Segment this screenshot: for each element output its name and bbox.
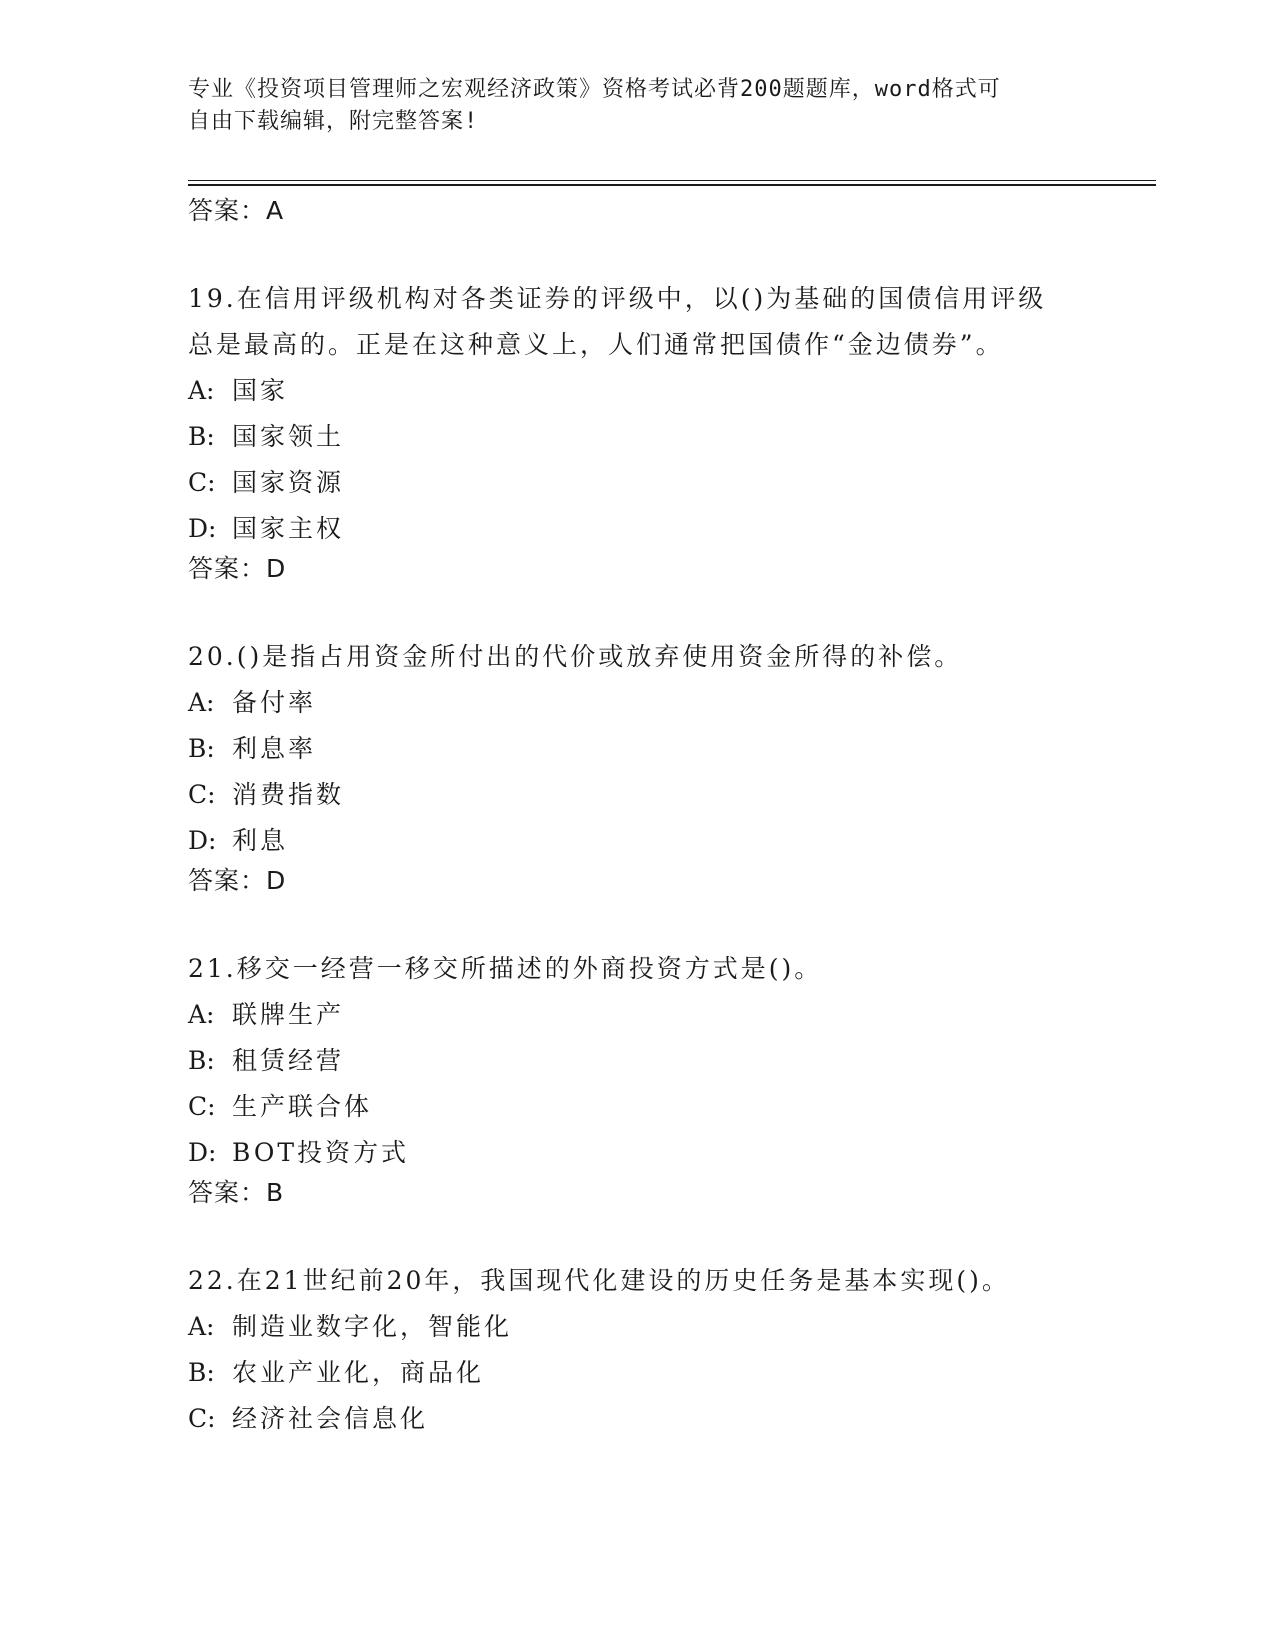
answer-line: 答案：D	[188, 866, 287, 895]
option-d	[188, 506, 1148, 552]
option-letter: B:	[188, 1358, 215, 1387]
option-text: 联牌生产	[232, 1000, 345, 1029]
option-letter: B:	[188, 1046, 215, 1075]
answer-line: 答案：D	[188, 554, 287, 583]
document-header	[188, 74, 1088, 138]
option-letter: D:	[188, 826, 217, 855]
option-a	[188, 992, 1148, 1038]
option-text: 租赁经营	[232, 1046, 345, 1075]
question-text	[188, 276, 1148, 368]
question-text	[188, 946, 1148, 992]
option-a	[188, 368, 1148, 414]
option-b	[188, 414, 1148, 460]
option-text: 利息率	[232, 734, 317, 763]
option-text: 备付率	[232, 688, 317, 717]
option-d	[188, 1130, 1148, 1176]
option-c	[188, 1084, 1148, 1130]
option-text: 农业产业化，商品化	[232, 1358, 485, 1387]
question-line: 总是最高的。正是在这种意义上，人们通常把国债作“金边债券”。	[188, 330, 1004, 359]
option-letter: C:	[188, 468, 216, 497]
header-divider-thin	[188, 180, 1156, 181]
option-d	[188, 818, 1148, 864]
option-letter: D:	[188, 1138, 217, 1167]
option-letter: A:	[188, 376, 215, 405]
question-text	[188, 634, 1148, 680]
option-text: 国家主权	[232, 514, 345, 543]
question-line: 20.()是指占用资金所付出的代价或放弃使用资金所得的补偿。	[188, 642, 963, 671]
option-c	[188, 1396, 1148, 1442]
option-letter: D:	[188, 514, 217, 543]
option-letter: C:	[188, 1404, 216, 1433]
question-line: 19.在信用评级机构对各类证券的评级中，以()为基础的国债信用评级	[188, 284, 1047, 313]
option-text: 消费指数	[232, 780, 345, 809]
option-letter: C:	[188, 780, 216, 809]
option-text: 利息	[232, 826, 289, 855]
question-text	[188, 1258, 1148, 1304]
option-text: 生产联合体	[232, 1092, 373, 1121]
option-c	[188, 772, 1148, 818]
option-letter: B:	[188, 422, 215, 451]
header-divider-thick	[188, 184, 1156, 186]
header-line-1: 专业《投资项目管理师之宏观经济政策》资格考试必背200题题库，word格式可	[188, 77, 1001, 102]
answer-line: 答案：B	[188, 1178, 285, 1207]
header-line-2: 自由下载编辑，附完整答案!	[188, 109, 479, 134]
question-item	[188, 946, 1148, 1210]
option-b	[188, 1038, 1148, 1084]
option-text: 国家	[232, 376, 289, 405]
option-letter: A:	[188, 1000, 215, 1029]
question-line: 21.移交一经营一移交所描述的外商投资方式是()。	[188, 954, 823, 983]
option-a	[188, 680, 1148, 726]
option-text: 国家领土	[232, 422, 345, 451]
option-a	[188, 1304, 1148, 1350]
option-text: 制造业数字化，智能化	[232, 1312, 513, 1341]
question-list	[188, 192, 1148, 1442]
question-line: 22.在21世纪前20年，我国现代化建设的历史任务是基本实现()。	[188, 1266, 1010, 1295]
question-item	[188, 276, 1148, 586]
question-item	[188, 634, 1148, 898]
option-letter: C:	[188, 1092, 216, 1121]
option-b	[188, 726, 1148, 772]
option-letter: A:	[188, 1312, 215, 1341]
option-c	[188, 460, 1148, 506]
answer-line: 答案：A	[188, 196, 285, 225]
question-item	[188, 1258, 1148, 1442]
option-text: BOT投资方式	[232, 1138, 410, 1167]
option-b	[188, 1350, 1148, 1396]
option-text: 经济社会信息化	[232, 1404, 429, 1433]
option-letter: B:	[188, 734, 215, 763]
option-letter: A:	[188, 688, 215, 717]
option-text: 国家资源	[232, 468, 345, 497]
